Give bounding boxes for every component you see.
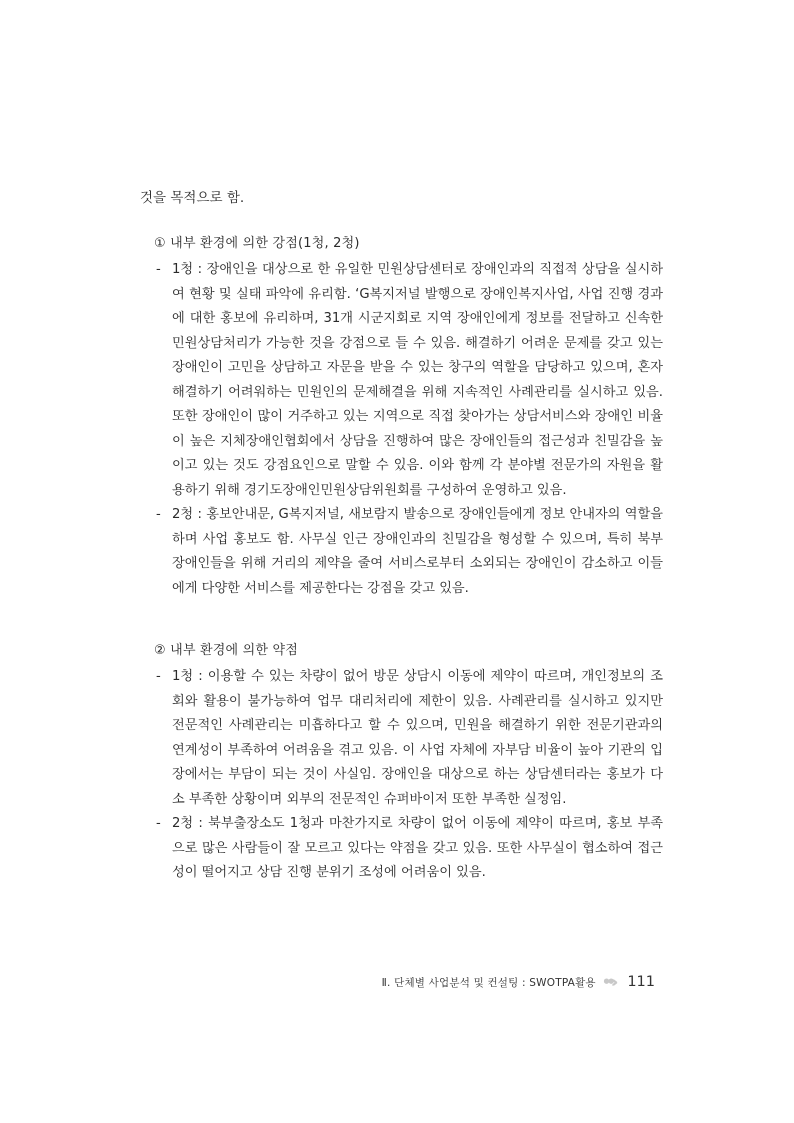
section-weaknesses xyxy=(148,639,663,886)
section-heading: ① 내부 환경에 의한 강점(1청, 2청) xyxy=(154,236,360,251)
intro-text: 것을 목적으로 함. xyxy=(140,190,245,206)
dash-marker: - xyxy=(156,507,161,522)
list-item xyxy=(148,503,663,601)
running-title: Ⅱ. 단체별 사업분석 및 컨설팅 : SWOTPA활용 xyxy=(381,976,596,989)
list-item xyxy=(148,812,663,886)
item-text: 1청 : 이용할 수 있는 차량이 없어 방문 상담시 이동에 제약이 따르며, 개인정보의 조회와 활용이 불가능하여 업무 대리처리에 제한이 있음. 사례관리를 실시하고 있지만 전문적인 사례관리는 미흡하다고 할 수 있으며, 민원을 해결하기 위한 전문기관과의 연계성이 부족하여 어려움을 겪고 있음. 이 사업 자체에 자부담 비율이 높아 기관의 입장에서는 부담이 되는 것이 사실임. 장애인을 대상으로 하는 상담센터라는 홍보가 다소 부족한 상황이며 외부의 전문적인 슈퍼바이저 또한 부족한 실정임. xyxy=(172,669,663,807)
item-text: 2청 : 홍보안내문, G복지저널, 새보람지 발송으로 장애인들에게 정보 안내자의 역할을 하며 사업 홍보도 함. 사무실 인근 장애인과의 친밀감을 형성할 수 있으며, 특히 북부 장애인들을 위해 거리의 제약을 줄여 서비스로부터 소외되는 장애인이 감소하고 이들에게 다양한 서비스를 제공한다는 강점을 갖고 있음. xyxy=(172,507,663,596)
list-item xyxy=(148,665,663,812)
section-strengths xyxy=(148,232,663,601)
dash-marker: - xyxy=(156,262,161,277)
list-item xyxy=(148,258,663,503)
page-number: 111 xyxy=(627,974,655,990)
page-footer xyxy=(382,973,655,991)
item-text: 1청 : 장애인을 대상으로 한 유일한 민원상담센터로 장애인과의 직접적 상담을 실시하여 현황 및 실태 파악에 유리함. ‘G복지저널 발행으로 장애인복지사업, 사업 진행 경과에 대한 홍보에 유리하며, 31개 시군지회로 지역 장애인에게 정보를 전달하고 신속한 민원상담처리가 가능한 것을 강점으로 들 수 있음. 해결하기 어려운 문제를 갖고 있는 장애인이 고민을 상담하고 자문을 받을 수 있는 창구의 역할을 담당하고 있으며, 혼자 해결하기 어려워하는 민원인의 문제해결을 위해 지속적인 사례관리를 실시하고 있음. 또한 장애인이 많이 거주하고 있는 지역으로 직접 찾아가는 상담서비스와 장애인 비율이 높은 지체장애인협회에서 상담을 진행하여 많은 장애인들의 접근성과 친밀감을 높이고 있는 것도 강점요인으로 말할 수 있음. 이와 함께 각 분야별 전문가의 자원을 활용하기 위해 경기도장애인민원상담위원회를 구성하여 운영하고 있음. xyxy=(172,262,663,498)
dash-marker: - xyxy=(156,669,161,684)
dash-marker: - xyxy=(156,816,161,831)
section-heading: ② 내부 환경에 의한 약점 xyxy=(154,643,299,658)
item-text: 2청 : 북부출장소도 1청과 마찬가지로 차량이 없어 이동에 제약이 따르며, 홍보 부족으로 많은 사람들이 잘 모르고 있다는 약점을 갖고 있음. 또한 사무실이 협소하여 접근성이 떨어지고 상담 진행 분위기 조성에 어려움이 있음. xyxy=(172,816,663,880)
arrow-icon: ••›› xyxy=(601,973,614,991)
